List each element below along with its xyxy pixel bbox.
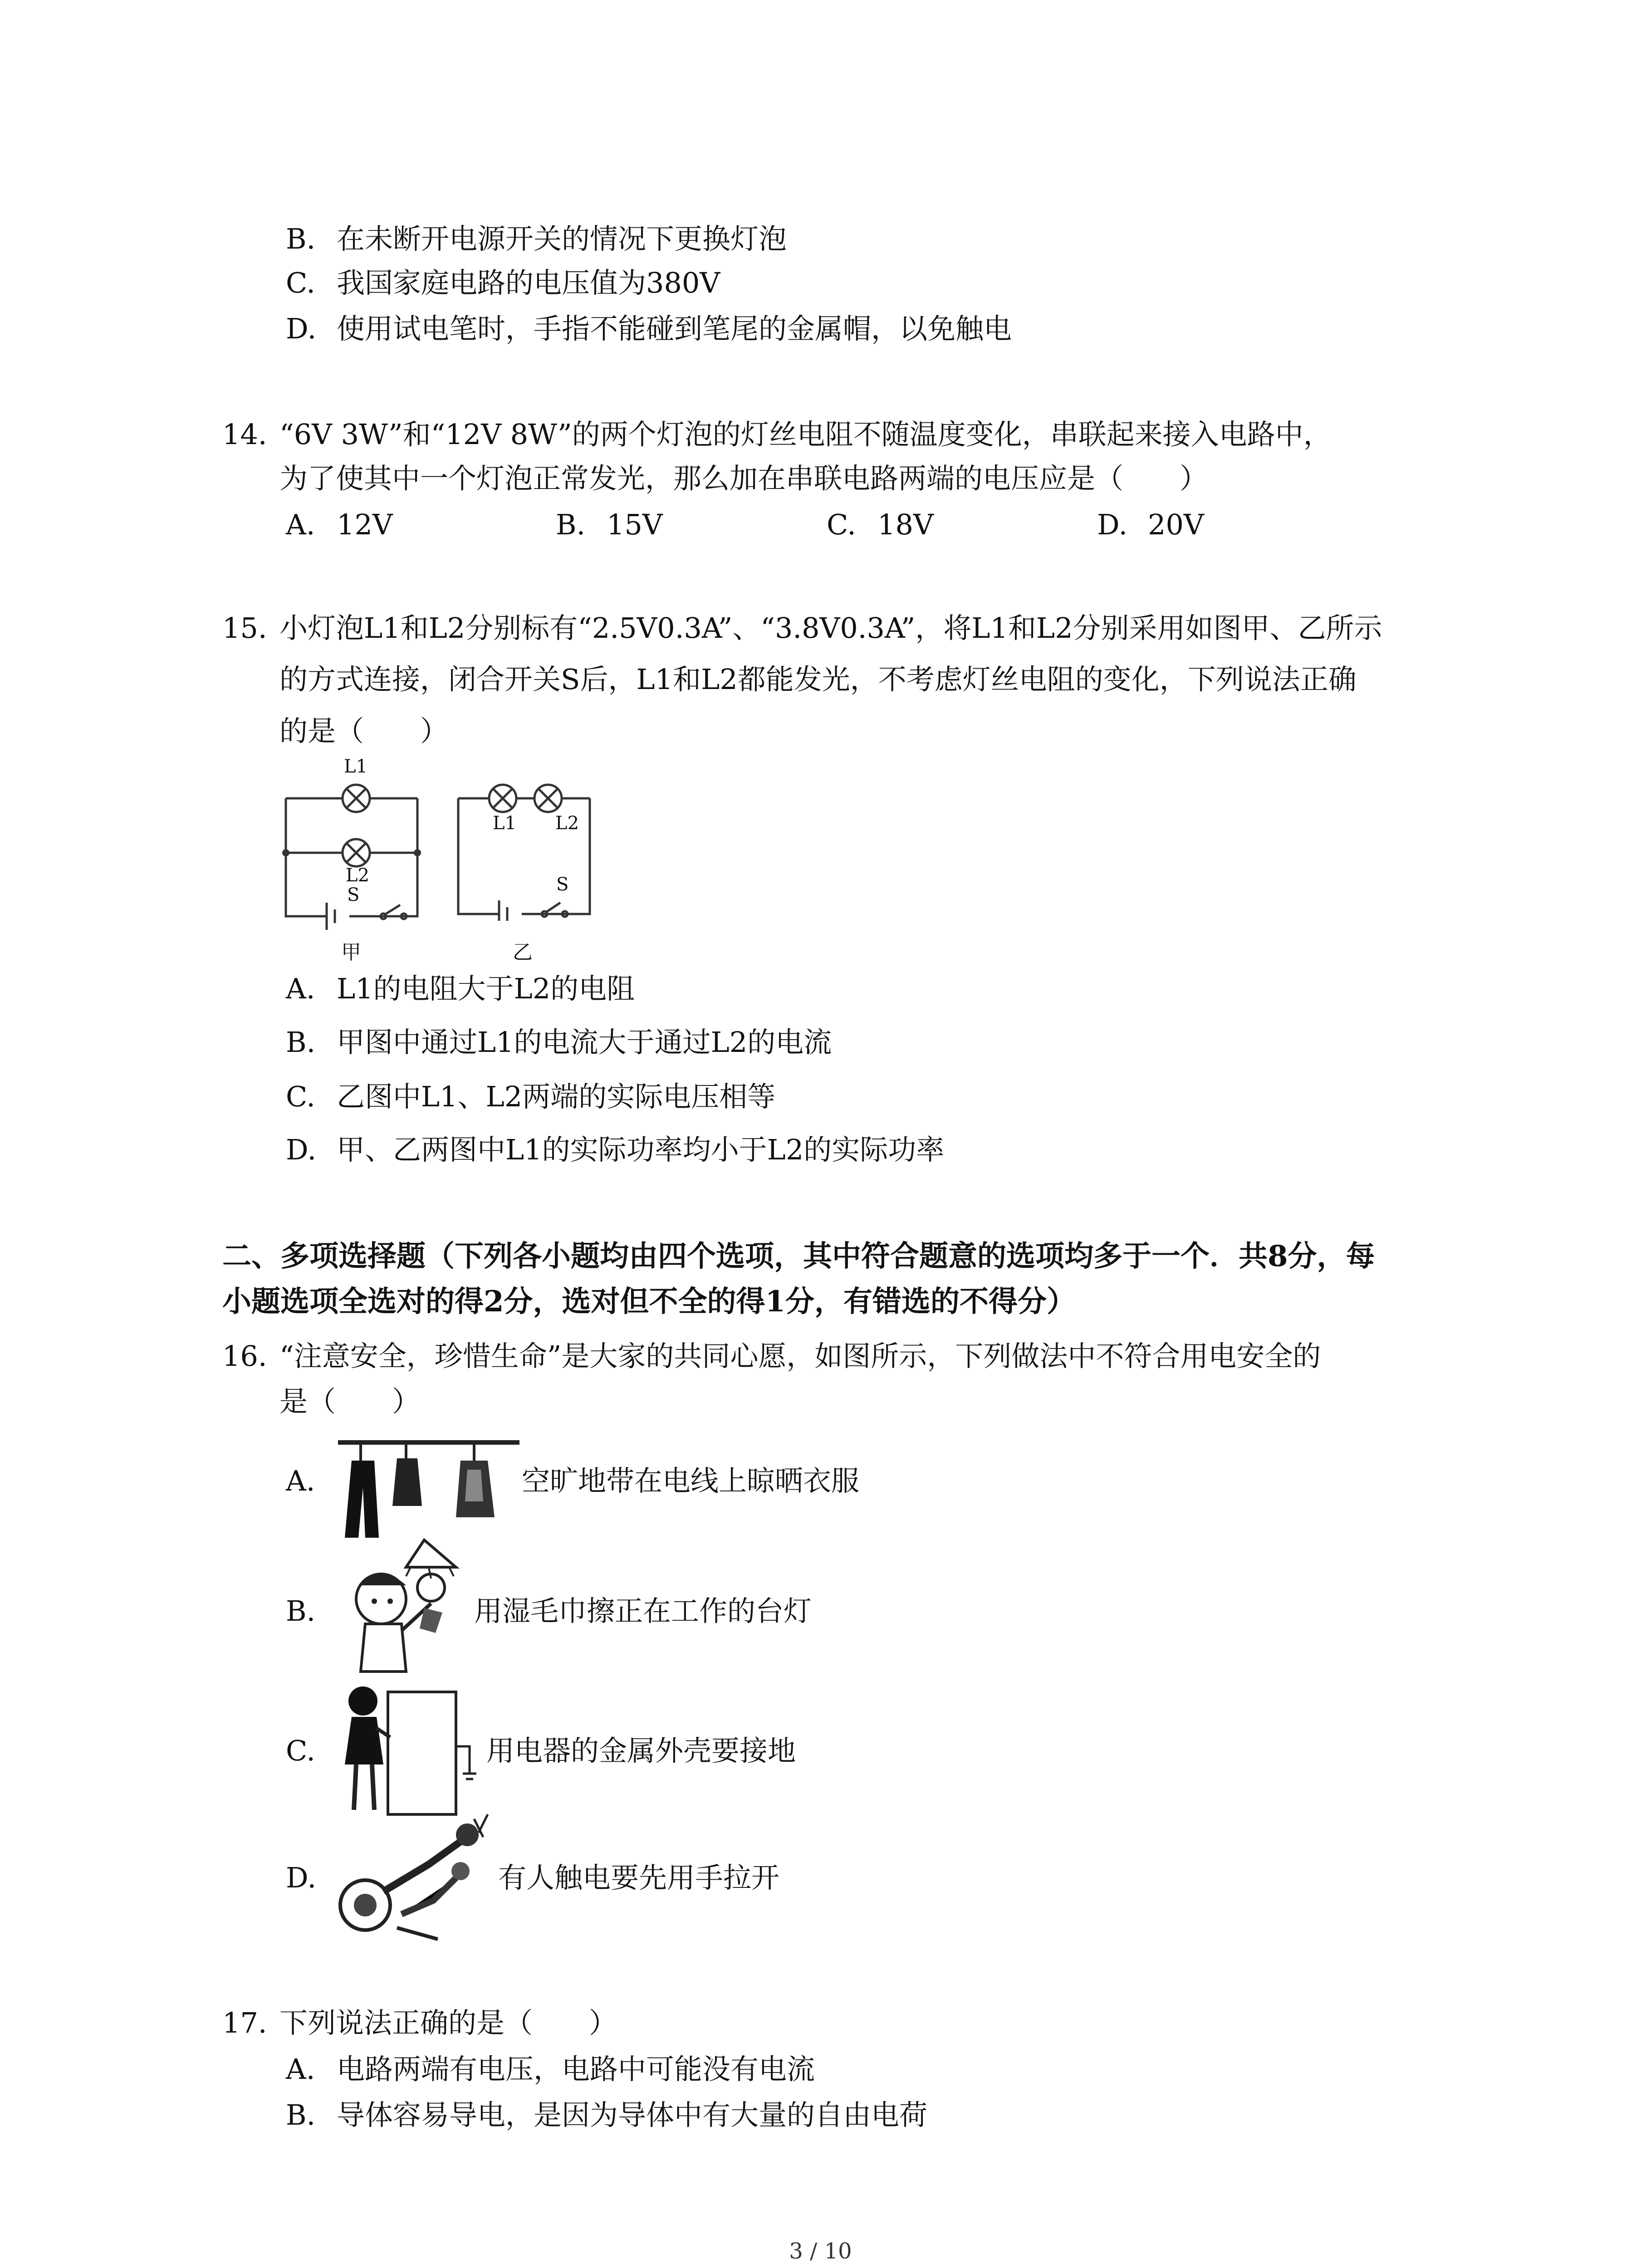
grounded-appliance-illustration	[338, 1683, 483, 1819]
q13-option-d: D. 使用试电笔时，手指不能碰到笔尾的金属帽，以免触电	[286, 312, 1012, 345]
junction-dot	[414, 849, 421, 856]
q14-stem-line1: 14. “6V 3W”和“12V 8W”的两个灯泡的灯丝电阻不随温度变化，串联起来接入电路中，	[222, 418, 1332, 451]
q15-stem-line2: 的方式连接，闭合开关S后，L1和L2都能发光，不考虑灯丝电阻的变化，下列说法正确	[279, 663, 1357, 696]
q16-option-a-label: A.	[286, 1464, 315, 1497]
q15-option-c: C. 乙图中L1、L2两端的实际电压相等	[286, 1080, 776, 1113]
q13-option-c: C. 我国家庭电路的电压值为380V	[286, 266, 720, 299]
q13-option-b: B. 在未断开电源开关的情况下更换灯泡	[286, 222, 787, 255]
junction-dot	[282, 849, 289, 856]
section2-heading-line1: 二、多项选择题（下列各小题均由四个选项，其中符合题意的选项均多于一个．共8分，每	[222, 1239, 1375, 1273]
jia-caption: 甲	[341, 941, 361, 964]
q14-option-c: C. 18V	[827, 508, 934, 541]
q16-option-c-text: 用电器的金属外壳要接地	[486, 1734, 796, 1767]
q16-option-b-label: B.	[286, 1594, 316, 1628]
q16-option-d-label: D.	[286, 1861, 317, 1894]
q14-option-d: D. 20V	[1097, 508, 1204, 541]
q15-stem-line3: 的是（ ）	[279, 714, 449, 748]
q14-stem-line2: 为了使其中一个灯泡正常发光，那么加在串联电路两端的电压应是（ ）	[279, 462, 1208, 495]
q16-option-a-text: 空旷地带在电线上晾晒衣服	[522, 1464, 860, 1497]
q15-option-d: D. 甲、乙两图中L1的实际功率均小于L2的实际功率	[286, 1133, 945, 1166]
yi-label-s: S	[556, 874, 569, 895]
q16-stem-line1: 16. “注意安全，珍惜生命”是大家的共同心愿，如图所示，下列做法中不符合用电安全的	[222, 1339, 1321, 1373]
q16-option-c-label: C.	[286, 1734, 315, 1767]
q15-option-b: B. 甲图中通过L1的电流大于通过L2的电流	[286, 1026, 832, 1059]
q15-stem-line1: 15. 小灯泡L1和L2分别标有“2.5V0.3A”、“3.8V0.3A”，将L1和L2分别采用如图甲、乙所示	[222, 611, 1382, 645]
section2-heading-line2: 小题选项全选对的得2分，选对但不全的得1分，有错选的不得分）	[222, 1285, 1076, 1319]
q14-option-a: A. 12V	[286, 508, 393, 541]
page-number: 3 / 10	[789, 2239, 852, 2264]
yi-caption: 乙	[513, 941, 533, 964]
electric-shock-rescue-illustration	[338, 1810, 497, 1946]
q16-stem-line2: 是（ ）	[279, 1385, 421, 1418]
jia-label-s: S	[347, 885, 360, 905]
laundry-on-wire-illustration	[338, 1433, 519, 1547]
q16-option-d-text: 有人触电要先用手拉开	[498, 1861, 780, 1894]
q16-option-b-text: 用湿毛巾擦正在工作的台灯	[474, 1594, 812, 1628]
jia-label-l1: L1	[344, 756, 368, 777]
wiping-lamp-illustration	[338, 1535, 474, 1681]
q14-option-b: B. 15V	[556, 508, 663, 541]
yi-label-l2: L2	[555, 813, 579, 834]
q17-stem: 17. 下列说法正确的是（ ）	[222, 2006, 617, 2039]
q15-circuit-figure-yi	[454, 771, 603, 921]
yi-label-l1: L1	[493, 813, 517, 834]
q17-option-b: B. 导体容易导电，是因为导体中有大量的自由电荷	[286, 2098, 928, 2131]
q17-option-a: A. 电路两端有电压，电路中可能没有电流	[286, 2053, 815, 2086]
q15-option-a: A. L1的电阻大于L2的电阻	[286, 972, 635, 1005]
jia-label-l2: L2	[346, 865, 370, 886]
